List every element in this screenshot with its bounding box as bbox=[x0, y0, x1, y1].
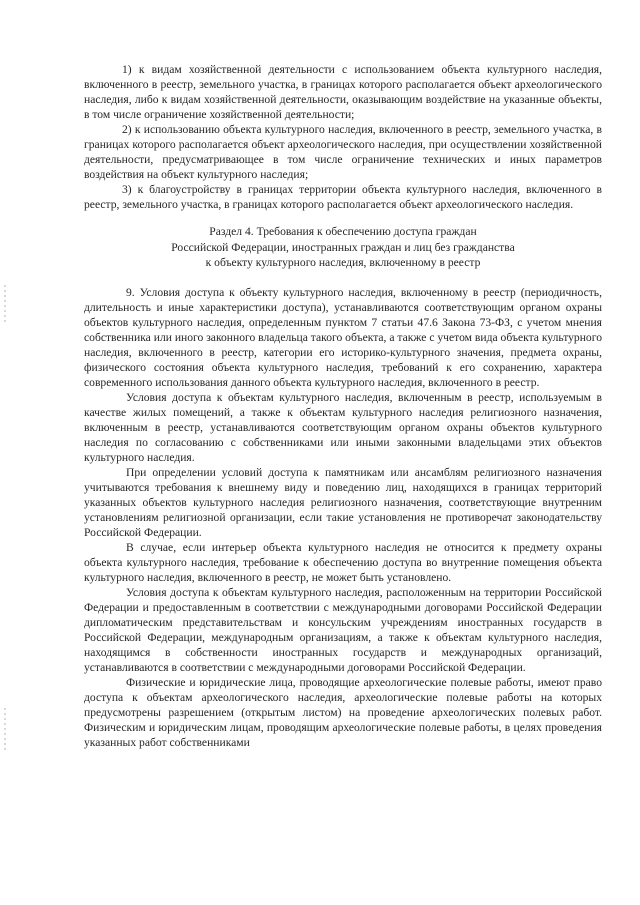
paragraph-access-residential: Условия доступа к объектам культурного наследия, включенным в реестр, используемым в качестве жилых помещений, а также к объектам культурного наследия религиозного назначения, включенным в реестр, устанавливаются соответствующим органом охраны объектов культурного наследия по согласованию с собственниками или иными законными владельцами этих объектов культурного наследия. bbox=[84, 390, 602, 464]
paragraph-religious-objects: При определении условий доступа к памятникам или ансамблям религиозного назначения учитываются требования к внешнему виду и поведению лиц, находящихся в границах территорий указанных объектов культурного наследия религиозного назначения, соответствующие внутренним установлениям религиозной организации, если такие установления не противоречат законодательству Российской Федерации. bbox=[84, 465, 602, 539]
list-item-2: 2) к использованию объекта культурного наследия, включенного в реестр, земельного участка, в границах которого располагается объект археологического наследия, при осуществлении хозяйственной деятельности, предусматривающее в том числе ограничение технических и иных параметров воздействия на объект культурного наследия; bbox=[84, 123, 602, 181]
section-title-line-3: к объекту культурного наследия, включенному в реестр bbox=[205, 256, 481, 269]
scan-margin-mark-upper bbox=[4, 285, 6, 325]
document-page bbox=[84, 62, 602, 750]
scan-margin-mark-lower bbox=[4, 708, 6, 752]
paragraph-9: 9. Условия доступа к объекту культурного наследия, включенному в реестр (периодичность, длительность и иные характеристики доступа), устанавливаются соответствующим органом охраны объектов культурного наследия, определенным пунктом 7 статьи 47.6 Закона 73-ФЗ, с учетом мнения собственника или иного законного владельца такого объекта, а также с учетом вида объекта культурного наследия, включенного в реестр, категории его историко-культурного значения, предмета охраны, физического состояния объекта культурного наследия, требований к его сохранению, характера современного использования данного объекта культурного наследия, включенного в реестр. bbox=[84, 285, 602, 389]
list-item-3: 3) к благоустройству в границах территории объекта культурного наследия, включенного в реестр, земельного участка, в границах которого располагается объект археологического наследия. bbox=[84, 183, 602, 211]
section-title-line-1: Раздел 4. Требования к обеспечению доступа граждан bbox=[209, 225, 477, 238]
list-item-1: 1) к видам хозяйственной деятельности с использованием объекта культурного наследия, включенного в реестр, земельного участка, в границах которого располагается объект археологического наследия, либо к видам хозяйственной деятельности, оказывающим воздействие на указанные объекты, в том числе ограничение хозяйственной деятельности; bbox=[84, 63, 602, 121]
section-title-line-2: Российской Федерации, иностранных граждан и лиц без гражданства bbox=[171, 240, 515, 254]
paragraph-archaeological: Физические и юридические лица, проводящие археологические полевые работы, имеют право доступа к объектам археологического наследия, археологические полевые работы на которых предусмотрены разрешением (открытым листом) на проведение археологических полевых работ. Физическим и юридическим лицам, проводящим археологические полевые работы, в целях проведения указанных работ собственниками bbox=[84, 675, 602, 749]
paragraph-interior: В случае, если интерьер объекта культурного наследия не относится к предмету охраны объекта культурного наследия, требование к обеспечению доступа во внутренние помещения объекта культурного наследия, включенного в реестр, не может быть установлено. bbox=[84, 540, 602, 584]
paragraph-diplomatic: Условия доступа к объектам культурного наследия, расположенным на территории Российской Федерации и предоставленным в соответствии с международными договорами Российской Федерации дипломатическим представительствам и консульским учреждениям иностранных государств в Российской Федерации, международным организациям, а также к объектам культурного наследия, находящимся в собственности иностранных государств и международных организаций, устанавливаются в соответствии с международными договорами Российской Федерации. bbox=[84, 585, 602, 674]
section-heading bbox=[84, 224, 602, 271]
